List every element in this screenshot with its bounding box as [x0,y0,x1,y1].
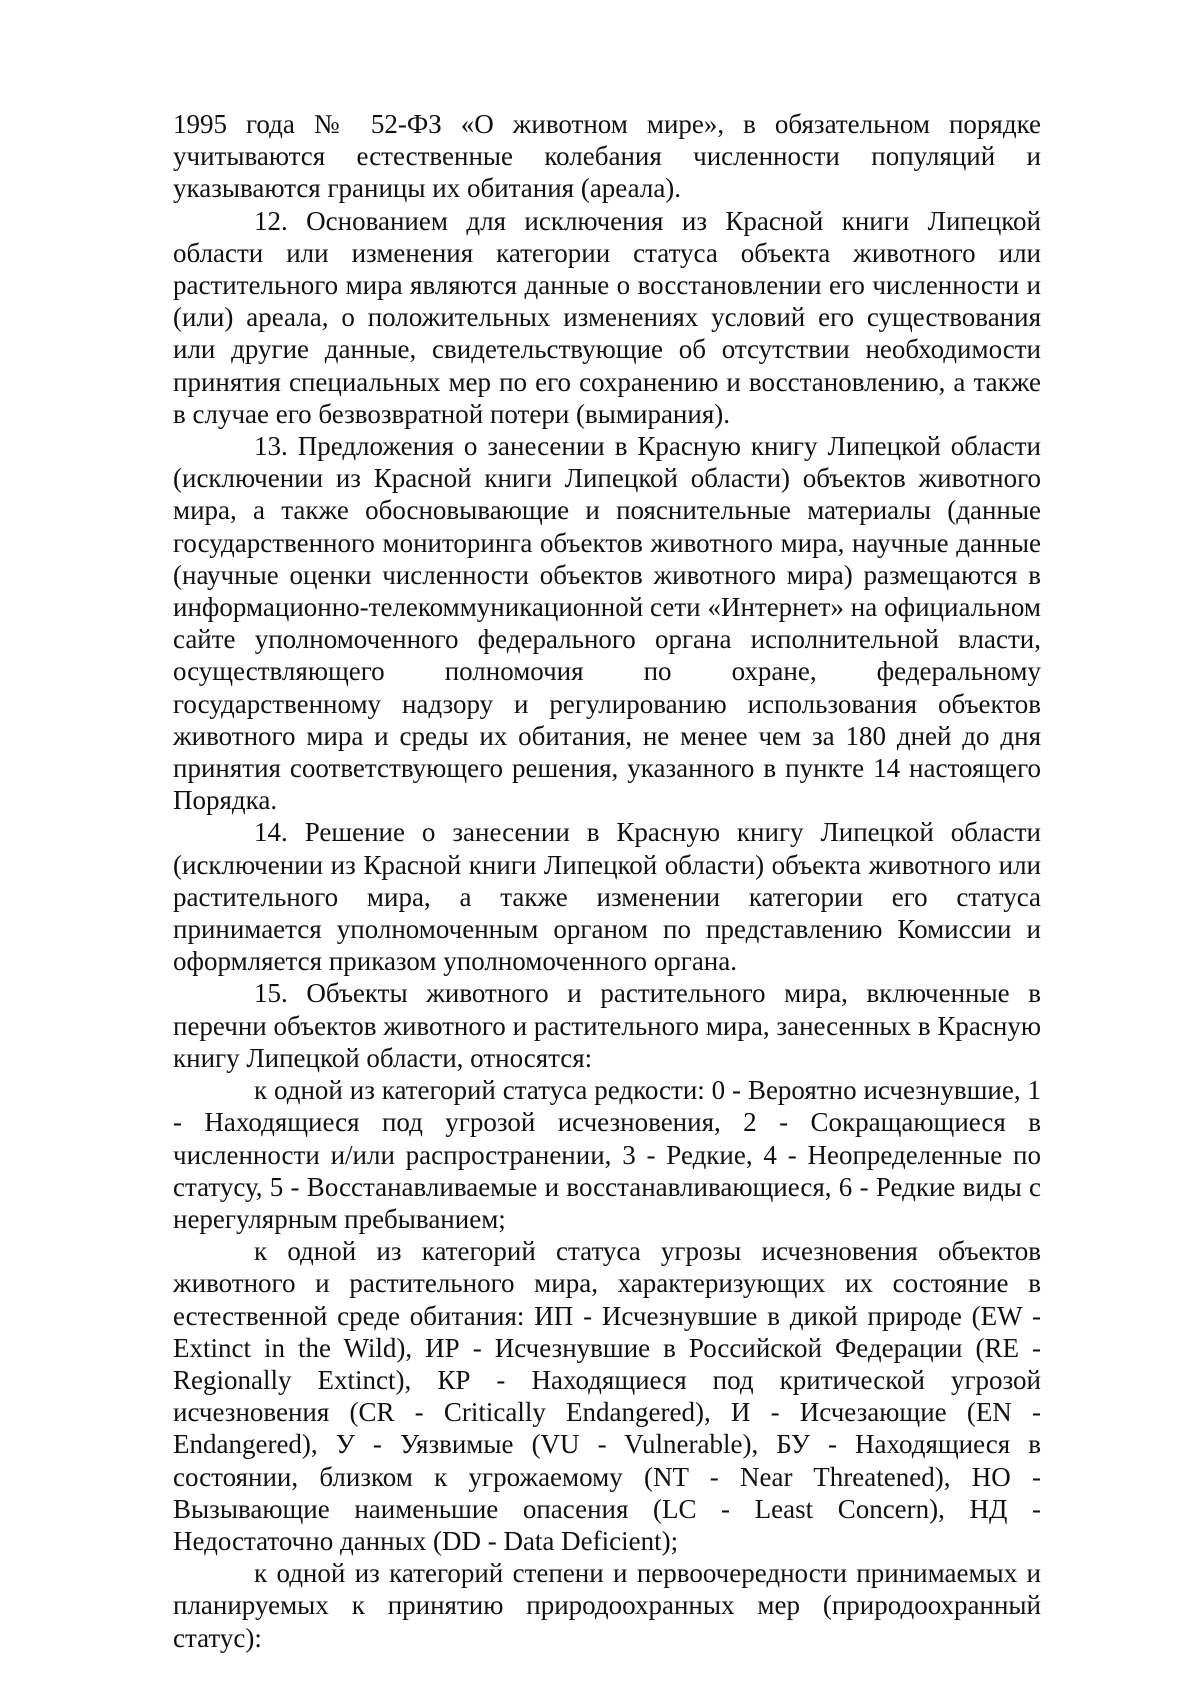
paragraph-14: 14. Решение о занесении в Красную книгу Липецкой области (исключении из Красной книги Липецкой области) объекта животного или растительного мира, а также изменении категории его статуса принимается уполномоченным органом по представлению Комиссии и оформляется приказом уполномоченного органа. [173,817,1041,977]
paragraph-law-reference: 1995 года № 52-ФЗ «О животном мире», в обязательном порядке учитываются естественные колебания численности популяций и указываются границы их обитания (ареала). [173,109,1041,204]
paragraph-12: 12. Основанием для исключения из Красной книги Липецкой области или изменения категории статуса объекта животного или растительного мира являются данные о восстановлении его численности и (или) ареала, о положительных изменениях условий его существования или другие данные, свидетельствующие об отсутствии необходимости принятия специальных мер по его сохранению и восстановлению, а также в случае его безвозвратной потери (вымирания). [173,205,1041,429]
paragraph-15: 15. Объекты животного и растительного мира, включенные в перечни объектов животного и растительного мира, занесенных в Красную книгу Липецкой области, относятся: [173,978,1041,1073]
document-page [173,108,1041,1654]
paragraph-conservation-status: к одной из категорий степени и первоочередности принимаемых и планируемых к принятию природоохранных мер (природоохранный статус): [173,1558,1041,1653]
paragraph-threat-categories: к одной из категорий статуса угрозы исчезновения объектов животного и растительного мира, характеризующих их состояние в естественной среде обитания: ИП - Исчезнувшие в дикой природе (EW - Extinct in the Wild), ИР - Исчезнувшие в Российской Федерации (RE - Regionally Extinct), КР - Находящиеся под критической угрозой исчезновения (CR - Critically Endangered), И - Исчезающие (EN - Endangered), У - Уязвимые (VU - Vulnerable), БУ - Находящиеся в состоянии, близком к угрожаемому (NT - Near Threatened), НО - Вызывающие наименьшие опасения (LC - Least Concern), НД - Недостаточно данных (DD - Data Deficient); [173,1236,1041,1556]
paragraph-13: 13. Предложения о занесении в Красную книгу Липецкой области (исключении из Красной книги Липецкой области) объектов животного мира, а также обосновывающие и пояснительные материалы (данные государственного мониторинга объектов животного мира, научные данные (научные оценки численности объектов животного мира) размещаются в информационно-телекоммуникационной сети «Интернет» на официальном сайте уполномоченного федерального органа исполнительной власти, осуществляющего полномочия по охране, федеральному государственному надзору и регулированию использования объектов животного мира и среды их обитания, не менее чем за 180 дней до дня принятия соответствующего решения, указанного в пункте 14 настоящего Порядка. [173,431,1041,816]
paragraph-rarity-categories: к одной из категорий статуса редкости: 0 - Вероятно исчезнувшие, 1 - Находящиеся под угрозой исчезновения, 2 - Сокращающиеся в численности и/или распространении, 3 - Редкие, 4 - Неопределенные по статусу, 5 - Восстанавливаемые и восстанавливающиеся, 6 - Редкие виды с нерегулярным пребыванием; [173,1075,1041,1234]
